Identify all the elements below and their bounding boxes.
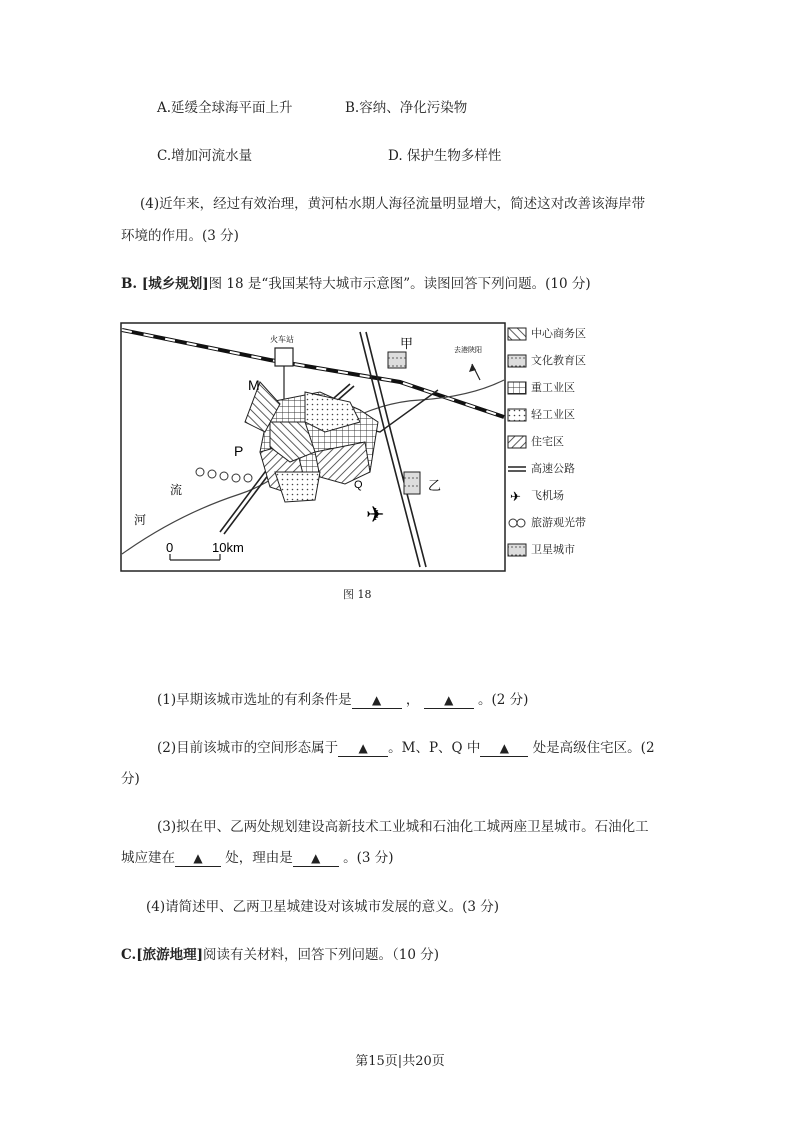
question-4-line2: 环境的作用。(3 分): [121, 228, 239, 244]
legend-cbd: [507, 325, 586, 343]
b-question-3-line1: (3)拟在甲、乙两处规划建设高新技术工业城和石油化工城两座卫星城市。石油化工: [157, 819, 649, 835]
satellite-town-yi: [404, 472, 420, 494]
page-footer: 第15页|共20页: [355, 1054, 445, 1069]
legend-cbd-label: 中心商务区: [531, 327, 586, 340]
blank-triangle-icon: ▲: [499, 741, 509, 755]
blank-triangle-icon: ▲: [311, 851, 321, 865]
station-label: 火车站: [270, 335, 294, 344]
section-c-heading: [121, 945, 439, 965]
label-q: Q: [354, 479, 363, 491]
blank-triangle-icon: ▲: [193, 851, 203, 865]
legend-tourism: [507, 514, 586, 532]
b-q2-text-a: (2)目前该城市的空间形态属于: [157, 740, 339, 756]
blank-triangle-icon: ▲: [372, 693, 382, 707]
answer-blank[interactable]: [175, 850, 221, 867]
figure-caption: 图 18: [343, 588, 372, 601]
city-map-figure: [120, 322, 506, 572]
section-b-heading: [121, 274, 591, 294]
legend-heavy-label: 重工业区: [531, 381, 575, 394]
legend-edu-label: 文化教育区: [531, 354, 586, 367]
section-c-tag: [旅游地理]: [136, 947, 203, 963]
airport-icon: ✈: [366, 503, 385, 528]
legend-satellite-label: 卫星城市: [531, 543, 575, 556]
svg-text:✈: ✈: [510, 490, 521, 503]
answer-blank[interactable]: [293, 850, 339, 867]
legend-airport: [507, 487, 564, 505]
b-question-2: [157, 738, 655, 758]
answer-blank[interactable]: [480, 740, 528, 757]
b-q3-text-c: 。(3 分): [343, 850, 394, 866]
satellite-town-jia: [388, 352, 406, 368]
section-b-text: 图 18 是“我国某特大城市示意图”。读图回答下列问题。(10 分): [208, 276, 591, 292]
section-c-text: 阅读有关材料，回答下列问题。（10 分): [203, 947, 439, 963]
legend-heavy: [507, 379, 575, 397]
b-q3-text-b: 处，理由是: [225, 850, 293, 866]
blank-triangle-icon: ▲: [444, 693, 454, 707]
b-question-2-cont: 分): [121, 771, 140, 787]
section-c-prefix: C.: [121, 947, 137, 963]
option-d: D. 保护生物多样性: [388, 148, 502, 164]
option-b: B.容纳、净化污染物: [345, 100, 468, 116]
b-q1-text-c: 。(2 分): [478, 692, 529, 708]
b-question-4: (4)请简述甲、乙两卫星城建设对该城市发展的意义。(3 分): [146, 899, 500, 915]
b-q3-text-a: 城应建在: [121, 850, 175, 866]
label-yi: 乙: [428, 479, 442, 494]
answer-blank[interactable]: [352, 692, 402, 709]
question-4-line1: (4)近年来，经过有效治理，黄河枯水期人海径流量明显增大，简述这对改善该海岸带: [140, 196, 646, 212]
b-q1-text-b: ，: [405, 692, 420, 708]
legend-tourism-label: 旅游观光带: [531, 516, 586, 529]
legend-residential: [507, 433, 564, 451]
legend-edu: [507, 352, 586, 370]
b-question-3-line2: [121, 848, 394, 868]
station-box: [275, 348, 293, 366]
b-q2-text-b: 。M、P、Q 中: [388, 740, 481, 756]
option-c: C.增加河流水量: [157, 148, 253, 164]
river-label-2: 河: [134, 513, 147, 527]
legend-light: [507, 406, 575, 424]
option-a: A.延缓全球海平面上升: [157, 100, 293, 116]
legend-residential-label: 住宅区: [531, 435, 564, 448]
port-label: 去港陕阳: [454, 346, 482, 354]
answer-blank[interactable]: [424, 692, 474, 709]
b-q1-text-a: (1)早期该城市选址的有利条件是: [157, 692, 352, 708]
label-m: M: [248, 377, 260, 393]
legend-airport-label: 飞机场: [531, 489, 564, 502]
legend-highway: [507, 460, 575, 478]
label-p: P: [234, 443, 244, 459]
scale-zero: 0: [166, 540, 174, 555]
label-jia: 甲: [400, 337, 414, 352]
section-b-prefix: B.: [121, 276, 142, 292]
blank-triangle-icon: ▲: [358, 741, 368, 755]
legend-light-label: 轻工业区: [531, 408, 575, 421]
b-q2-text-c: 处是高级住宅区。(2: [532, 740, 655, 756]
legend-satellite: [507, 541, 575, 559]
b-question-1: [157, 690, 528, 710]
scale-ten: 10km: [212, 540, 244, 555]
river-label-1: 流: [170, 483, 183, 497]
answer-blank[interactable]: [338, 740, 388, 757]
legend-highway-label: 高速公路: [531, 462, 575, 475]
section-b-tag: [城乡规划]: [141, 276, 209, 292]
